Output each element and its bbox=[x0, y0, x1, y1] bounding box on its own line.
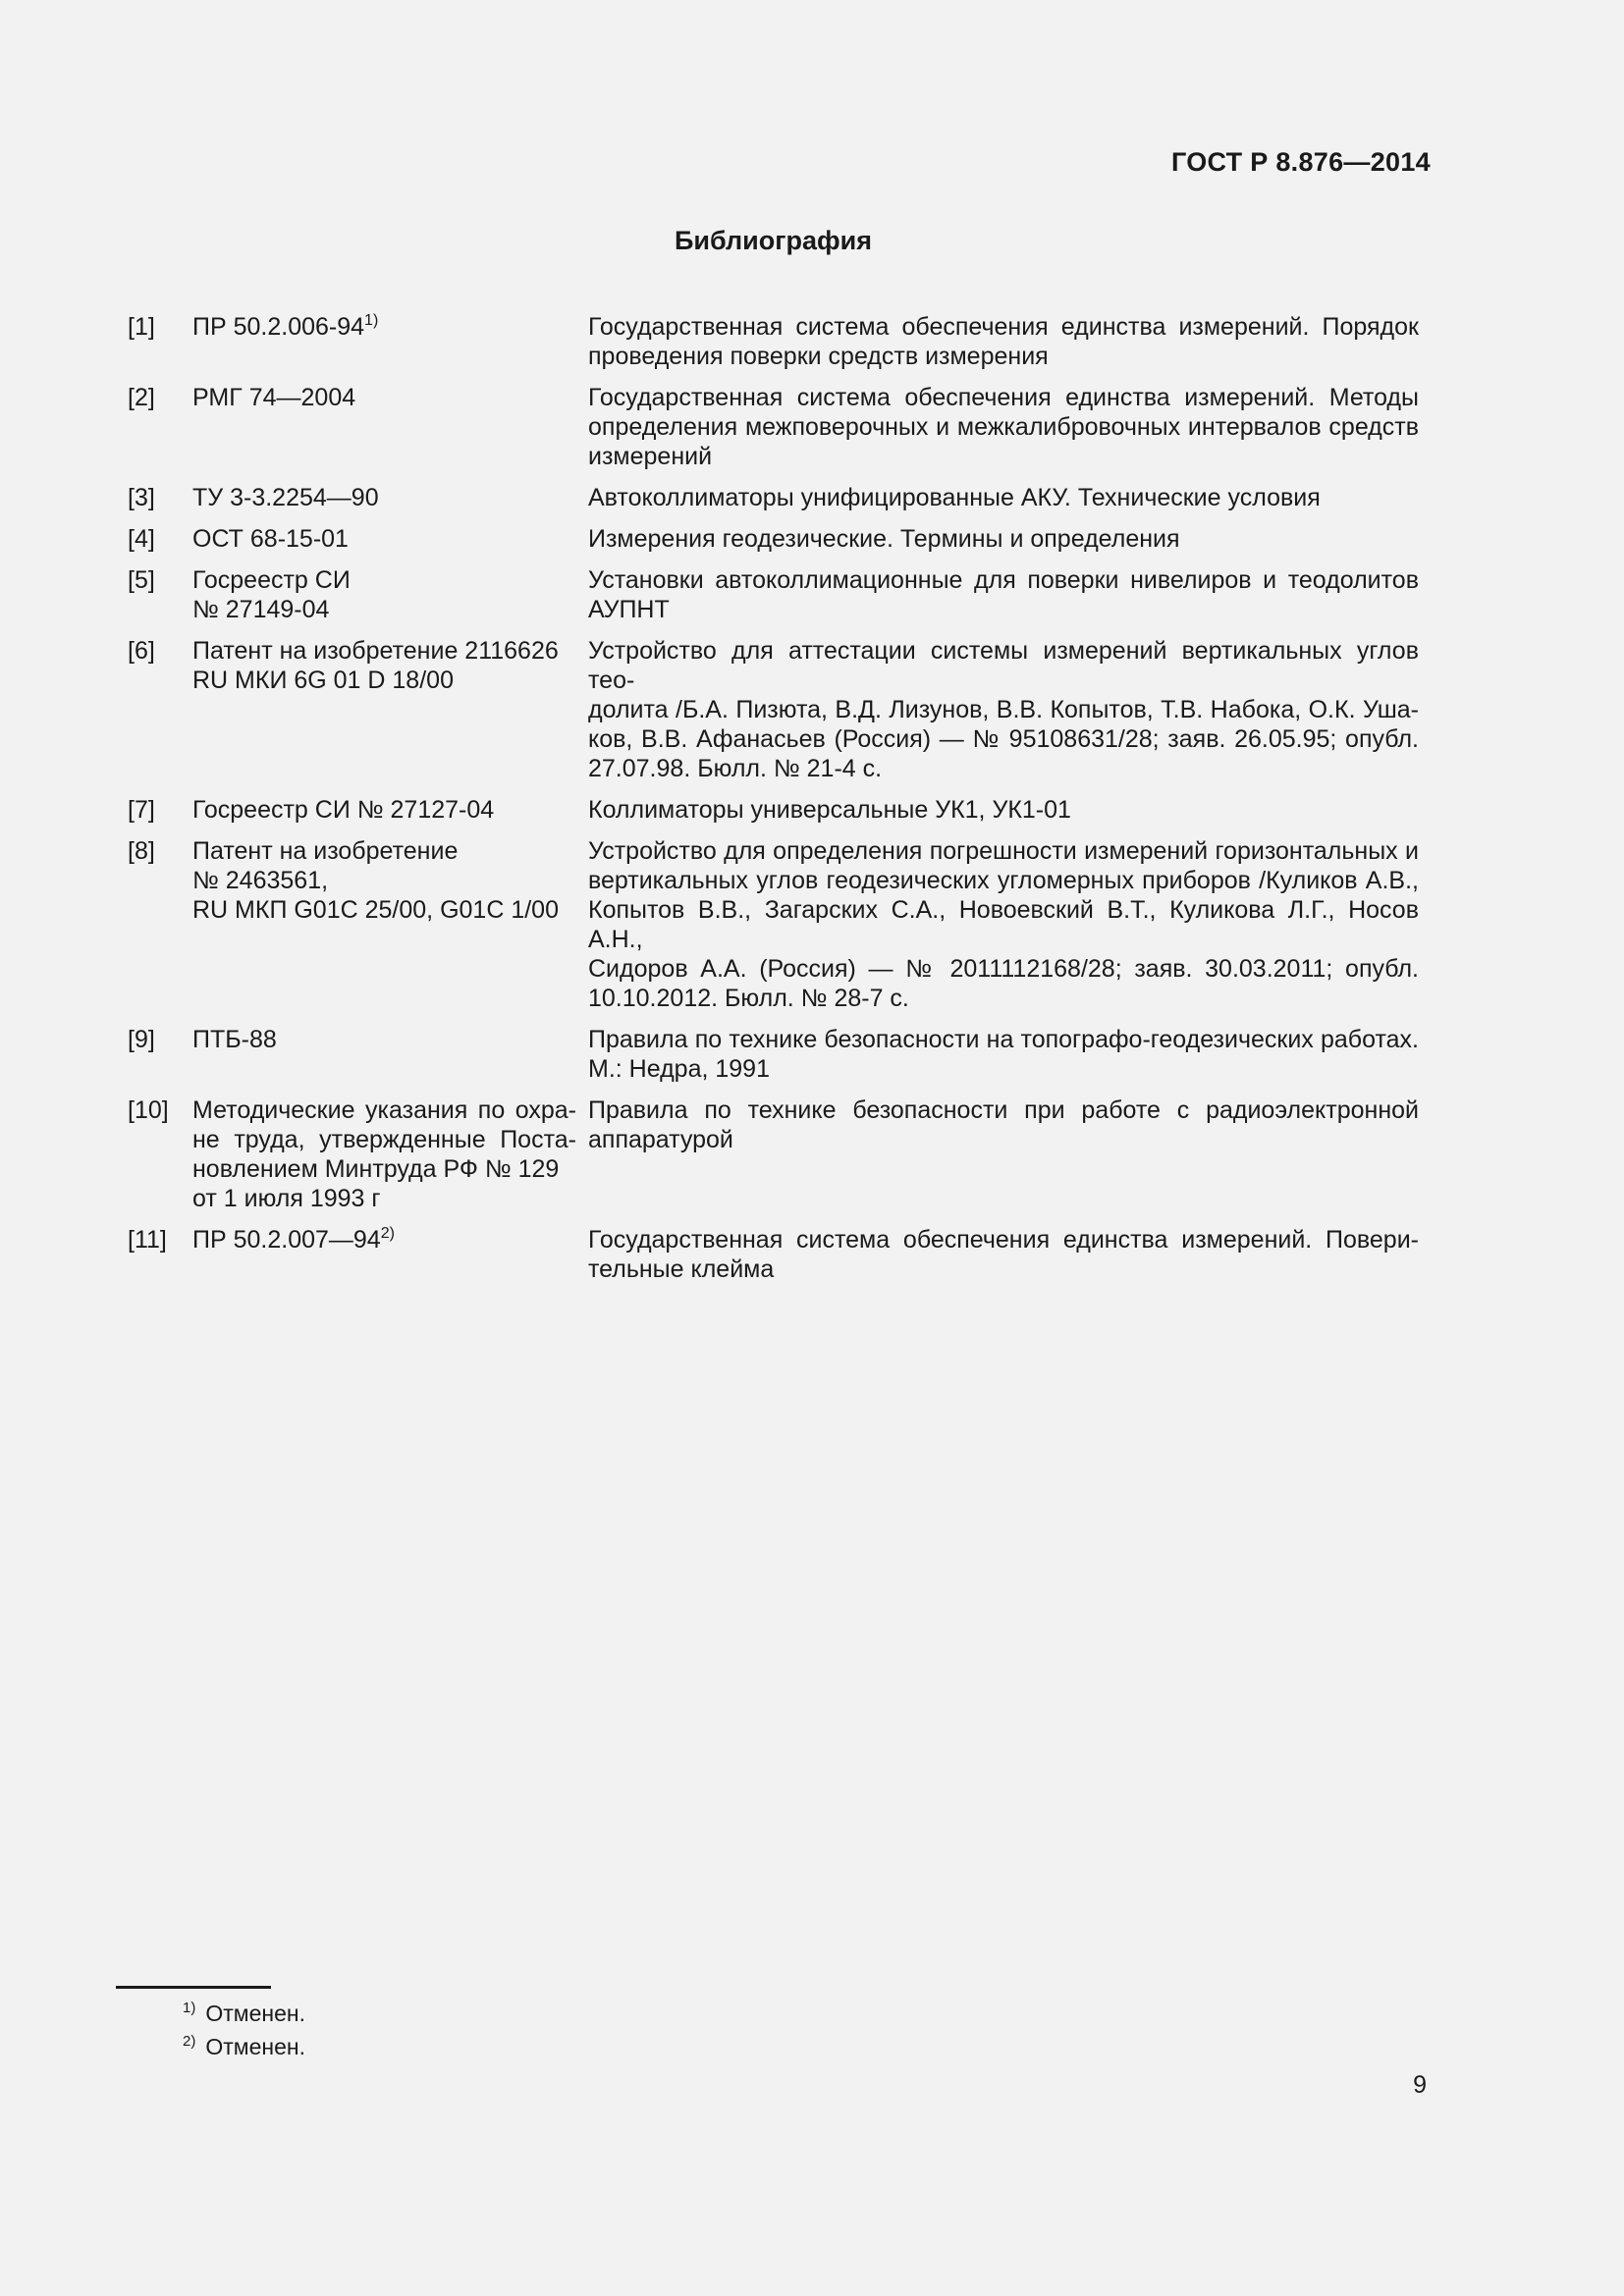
entry-number: [7] bbox=[128, 796, 155, 824]
footnote-divider bbox=[116, 1986, 271, 1989]
bibliography-entry bbox=[128, 383, 1419, 471]
entry-code bbox=[192, 836, 588, 1013]
entry-title-line: Сидоров А.А. (Россия) — № 2011112168/28; заяв. 30.03.2011; опубл. bbox=[588, 955, 1419, 983]
entry-title bbox=[588, 1025, 1419, 1084]
footnote-reference: 1) bbox=[364, 312, 379, 329]
entry-code-line: Госреестр СИ № 27127-04 bbox=[192, 796, 495, 824]
entry-title-line: 10.10.2012. Бюлл. № 28-7 с. bbox=[588, 985, 909, 1012]
entry-code bbox=[192, 795, 588, 825]
entry-code-line: RU МКП G01C 25/00, G01C 1/00 bbox=[192, 896, 559, 924]
entry-code bbox=[192, 483, 588, 512]
entry-code-line: ПТБ-88 bbox=[192, 1026, 277, 1053]
page-number: 9 bbox=[1413, 2071, 1427, 2099]
footnote-text: Отменен. bbox=[205, 2001, 305, 2026]
entry-title-line: определения межповерочных и межкалибровочных интервалов средств bbox=[588, 413, 1419, 441]
entry-title bbox=[588, 312, 1419, 371]
entry-number: [3] bbox=[128, 484, 155, 511]
entry-title bbox=[588, 836, 1419, 1013]
entry-title bbox=[588, 1225, 1419, 1284]
entry-title-line: Установки автоколлимационные для поверки нивелиров и теодолитов bbox=[588, 566, 1419, 594]
bibliography-entry bbox=[128, 1225, 1419, 1284]
bibliography-entry bbox=[128, 1025, 1419, 1084]
entry-title-line: 27.07.98. Бюлл. № 21-4 с. bbox=[588, 755, 883, 782]
entry-title-line: Устройство для определения погрешности измерений горизонтальных и bbox=[588, 837, 1419, 865]
entry-code-line: ПР 50.2.006-94$^{1)}$ bbox=[192, 312, 379, 341]
entry-code-line: Методические указания по охра- bbox=[192, 1096, 576, 1124]
entry-title bbox=[588, 636, 1419, 783]
entry-code-line: РМГ 74—2004 bbox=[192, 384, 356, 411]
bibliography-entry bbox=[128, 524, 1419, 554]
entry-title-line: измерений bbox=[588, 443, 713, 470]
entry-code-line: Госреестр СИ bbox=[192, 566, 351, 594]
entry-code bbox=[192, 1025, 588, 1084]
entry-title-line: Устройство для аттестации системы измерений вертикальных углов тео- bbox=[588, 637, 1419, 694]
entry-title-line: аппаратурой bbox=[588, 1126, 733, 1153]
entry-code-line: ПР 50.2.007—94$^{2)}$ bbox=[192, 1225, 395, 1254]
bibliography-list bbox=[128, 312, 1419, 1296]
entry-title bbox=[588, 524, 1419, 554]
bibliography-entry bbox=[128, 483, 1419, 512]
bibliography-entry bbox=[128, 1095, 1419, 1213]
entry-code bbox=[192, 1095, 588, 1213]
entry-number: [4] bbox=[128, 525, 155, 553]
entry-code-line: ТУ 3-3.2254—90 bbox=[192, 484, 379, 511]
entry-code-line: ОСТ 68-15-01 bbox=[192, 525, 349, 553]
entry-title-line: АУПНТ bbox=[588, 596, 670, 623]
entry-title-line: Измерения геодезические. Термины и определения bbox=[588, 525, 1180, 553]
entry-title-line: Правила по технике безопасности при работе с радиоэлектронной bbox=[588, 1096, 1419, 1124]
footnote bbox=[183, 1997, 305, 2030]
entry-code bbox=[192, 1225, 588, 1284]
entry-number: [8] bbox=[128, 837, 155, 865]
entry-title bbox=[588, 383, 1419, 471]
footnote-text: Отменен. bbox=[205, 2034, 305, 2059]
entry-title-line: вертикальных углов геодезических угломерных приборов /Куликов А.В., bbox=[588, 867, 1419, 894]
footnote bbox=[183, 2030, 305, 2063]
entry-title bbox=[588, 483, 1419, 512]
page-title: Библиография bbox=[675, 226, 872, 255]
entry-title-line: тельные клейма bbox=[588, 1255, 775, 1283]
entry-title-line: Государственная система обеспечения единства измерений. Порядок bbox=[588, 313, 1419, 341]
bibliography-entry bbox=[128, 636, 1419, 783]
entry-number: [5] bbox=[128, 566, 155, 594]
entry-number: [10] bbox=[128, 1096, 169, 1124]
entry-code-line: № 2463561, bbox=[192, 867, 329, 894]
footnotes bbox=[183, 1997, 305, 2063]
footnote-mark: 2) bbox=[183, 2033, 196, 2050]
entry-code bbox=[192, 524, 588, 554]
entry-title bbox=[588, 1095, 1419, 1213]
entry-number: [9] bbox=[128, 1026, 155, 1053]
entry-number: [1] bbox=[128, 313, 155, 341]
bibliography-entry bbox=[128, 795, 1419, 825]
entry-title bbox=[588, 795, 1419, 825]
footnote-reference: 2) bbox=[380, 1225, 395, 1242]
entry-code bbox=[192, 636, 588, 783]
entry-code bbox=[192, 312, 588, 371]
entry-title-line: ков, В.В. Афанасьев (Россия) — № 95108631/28; заяв. 26.05.95; опубл. bbox=[588, 725, 1419, 753]
entry-title-line: проведения поверки средств измерения bbox=[588, 343, 1049, 370]
entry-code bbox=[192, 565, 588, 624]
entry-code-line: новлением Минтруда РФ № 129 bbox=[192, 1155, 560, 1183]
footnote-mark: 1) bbox=[183, 2000, 196, 2016]
entry-title-line: Государственная система обеспечения единства измерений. Методы bbox=[588, 384, 1419, 411]
entry-title-line: Автоколлиматоры унифицированные АКУ. Технические условия bbox=[588, 484, 1321, 511]
entry-title-line: Правила по технике безопасности на топографо-геодезических работах. bbox=[588, 1026, 1419, 1053]
entry-title bbox=[588, 565, 1419, 624]
entry-title-line: М.: Недра, 1991 bbox=[588, 1055, 770, 1083]
entry-number: [2] bbox=[128, 384, 155, 411]
bibliography-entry bbox=[128, 565, 1419, 624]
entry-title-line: долита /Б.А. Пизюта, В.Д. Лизунов, В.В. Копытов, Т.В. Набока, О.К. Уша- bbox=[588, 696, 1419, 723]
entry-title-line: Коллиматоры универсальные УК1, УК1-01 bbox=[588, 796, 1071, 824]
entry-code-line: Патент на изобретение bbox=[192, 837, 459, 865]
entry-number: [11] bbox=[128, 1226, 167, 1254]
entry-code-line: от 1 июля 1993 г bbox=[192, 1185, 381, 1212]
entry-code-line: RU МКИ 6G 01 D 18/00 bbox=[192, 667, 454, 694]
entry-code-line: Патент на изобретение 2116626 bbox=[192, 637, 559, 665]
entry-code-line: не труда, утвержденные Поста- bbox=[192, 1126, 576, 1153]
entry-code bbox=[192, 383, 588, 471]
entry-code-line: № 27149-04 bbox=[192, 596, 330, 623]
entry-title-line: Государственная система обеспечения единства измерений. Повери- bbox=[588, 1226, 1419, 1254]
entry-number: [6] bbox=[128, 637, 155, 665]
bibliography-entry bbox=[128, 312, 1419, 371]
document-code: ГОСТ Р 8.876—2014 bbox=[1170, 147, 1431, 177]
entry-title-line: Копытов В.В., Загарских С.А., Новоевский В.Т., Куликова Л.Г., Носов А.Н., bbox=[588, 896, 1419, 953]
bibliography-entry bbox=[128, 836, 1419, 1013]
